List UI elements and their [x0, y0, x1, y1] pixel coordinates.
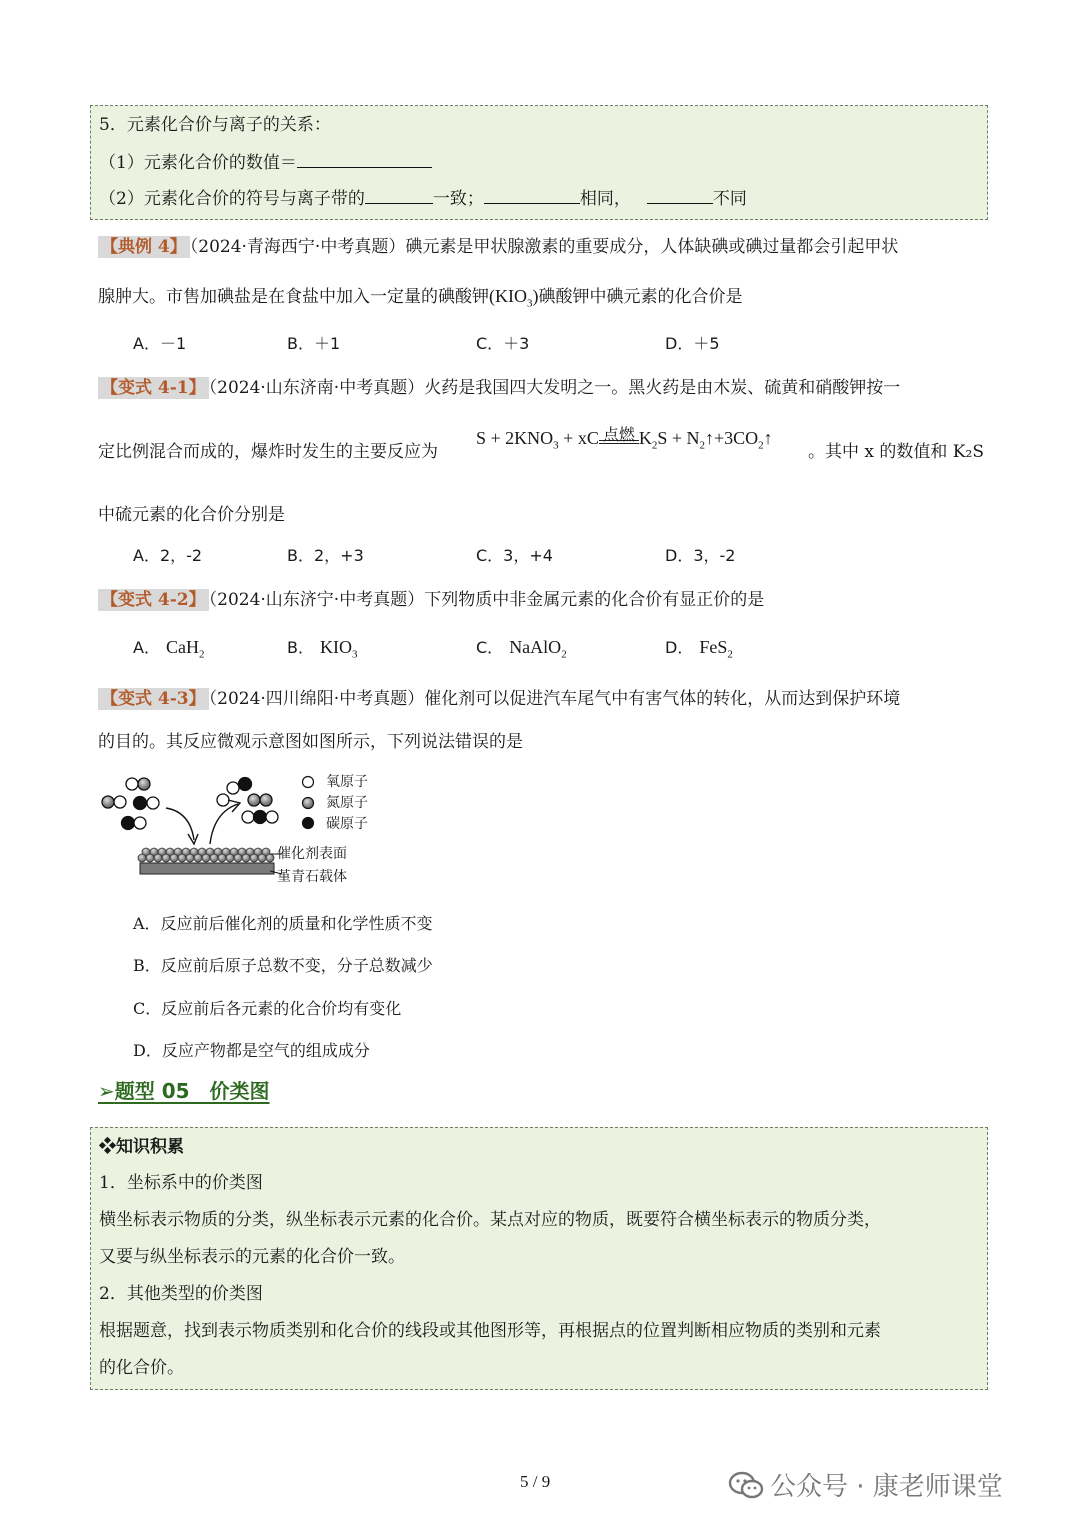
variant41-text2: 定比例混合而成的，爆炸时发生的主要反应为: [98, 442, 438, 462]
nitrogen-atom-icon: [303, 798, 314, 809]
example4-text3: 碘酸钾中碘元素的化合价是: [538, 287, 743, 307]
option-b[interactable]: [287, 635, 357, 661]
variant-tag: 【变式 4-3】: [98, 688, 209, 710]
box1-line2-b: 一致；: [432, 189, 484, 209]
legend-nitrogen: 氮原子: [326, 795, 368, 811]
option-b[interactable]: B．2，+3: [287, 546, 364, 565]
variant41-line2: [98, 437, 438, 462]
answer-blank[interactable]: [297, 153, 432, 168]
box2-header: ❖知识积累: [99, 1137, 184, 1157]
variant41-line1: [98, 373, 900, 398]
variant41-line2-end: 。其中 x 的数值和 K₂S: [808, 442, 984, 462]
variant42-line1: [98, 585, 764, 610]
box1-line1: [99, 148, 432, 173]
variant43-text: （2024·四川绵阳·中考真题）催化剂可以促进汽车尾气中有害气体的转化，从而达到保护环境: [208, 689, 901, 709]
answer-blank[interactable]: [484, 189, 580, 204]
eq-part: ↑+3CO: [705, 428, 759, 448]
watermark: [728, 1466, 1003, 1503]
answer-blank[interactable]: [647, 189, 713, 204]
option-formula-sub: 2: [198, 648, 205, 661]
example4-line2: [98, 282, 743, 310]
option-formula-sub: 2: [561, 648, 567, 661]
variant-tag: 【变式 4-2】: [98, 589, 209, 611]
example4-text: （2024·青海西宁·中考真题）碘元素是甲状腺激素的重要成分，人体缺碘或碘过量都会引起甲状: [189, 237, 899, 257]
option-label: D．: [665, 638, 694, 657]
arrow-icon: ➢: [98, 1079, 115, 1103]
variant43-line2: 的目的。其反应微观示意图如图所示，下列说法错误的是: [98, 732, 523, 752]
formula-sub: 3: [527, 297, 533, 310]
box1-line2-c: 相同，: [579, 189, 631, 209]
eq-sub: 2: [651, 439, 658, 452]
variant42-text: （2024·山东济宁·中考真题）下列物质中非金属元素的化合价有显正价的是: [208, 590, 765, 610]
legend-oxygen: 氧原子: [326, 774, 368, 790]
eq-part: + xC: [558, 428, 599, 448]
catalyst-surface-label: 催化剂表面: [277, 846, 347, 862]
option-a[interactable]: A．2，-2: [133, 546, 203, 565]
option-c[interactable]: C．反应前后各元素的化合价均有变化: [133, 999, 402, 1018]
page-number: 5 / 9: [520, 1472, 551, 1491]
diagram-legend: [326, 772, 368, 835]
formula-text: (KIO: [489, 286, 527, 306]
box2-line1: 1．坐标系中的价类图: [99, 1173, 263, 1193]
box2-line3: 又要与纵坐标表示的元素的化合价一致。: [99, 1247, 405, 1267]
support-label: 堇青石载体: [277, 869, 347, 885]
legend-carbon: 碳原子: [326, 816, 368, 832]
box1-line2-d: 不同: [712, 189, 747, 209]
eq-sub: 2: [699, 439, 706, 452]
knowledge-box-2: [90, 1127, 988, 1390]
option-a[interactable]: [133, 635, 204, 661]
eq-condition: 点燃: [602, 425, 635, 444]
carbon-atom-icon: [303, 818, 314, 829]
eq-sub: 3: [553, 439, 559, 452]
formula-kio3: [489, 286, 539, 310]
variant41-text: （2024·山东济南·中考真题）火药是我国四大发明之一。黑火药是由木炭、硫黄和硝酸钾按一: [208, 378, 901, 398]
box1-line2-a: （2）元素化合价的符号与离子带的: [99, 189, 365, 209]
option-a[interactable]: A．－1: [133, 334, 187, 353]
box1-title: 5．元素化合价与离子的关系：: [99, 115, 331, 135]
example4-text2: 腺肿大。市售加碘盐是在食盐中加入一定量的碘酸钾: [98, 287, 489, 307]
eq-part: S + 2KNO: [476, 428, 554, 448]
wechat-icon: [728, 1470, 764, 1500]
option-formula-sub: 3: [351, 648, 358, 661]
option-c[interactable]: C．3，+4: [476, 546, 553, 565]
example4-line1: [98, 232, 898, 257]
variant-tag: 【变式 4-1】: [98, 377, 209, 399]
box2-line4: 2．其他类型的价类图: [99, 1284, 263, 1304]
option-a[interactable]: A．反应前后催化剂的质量和化学性质不变: [133, 914, 433, 933]
box2-line5: 根据题意，找到表示物质类别和化合价的线段或其他图形等，再根据点的位置判断相应物质的类别和元素: [99, 1321, 881, 1341]
option-label: B．: [287, 638, 314, 657]
option-label: C．: [476, 638, 504, 657]
option-d[interactable]: D．反应产物都是空气的组成成分: [133, 1041, 370, 1060]
eq-part: S + N: [657, 428, 700, 448]
box1-line2: [99, 184, 747, 209]
example-tag: 【典例 4】: [98, 236, 190, 258]
eq-part: K: [638, 428, 652, 448]
option-formula: NaAlO: [509, 637, 562, 657]
option-formula: CaH: [165, 637, 199, 657]
formula-paren: ): [532, 286, 539, 306]
box2-line6: 的化合价。: [99, 1358, 184, 1378]
answer-blank[interactable]: [365, 189, 433, 204]
option-formula: FeS: [699, 637, 728, 657]
section-heading: [98, 1075, 270, 1104]
eq-sub: 2: [758, 439, 764, 452]
variant41-line3: 中硫元素的化合价分别是: [98, 505, 285, 525]
option-label: A．: [133, 638, 160, 657]
knowledge-box-1: [90, 105, 988, 220]
option-formula-sub: 2: [727, 648, 733, 661]
oxygen-atom-icon: [303, 777, 314, 788]
variant43-line1: [98, 684, 900, 709]
option-b[interactable]: B．反应前后原子总数不变，分子总数减少: [133, 956, 433, 975]
reaction-equation: [476, 425, 773, 452]
box2-line2: 横坐标表示物质的分类，纵坐标表示元素的化合价。某点对应的物质，既要符合横坐标表示的物质分类，: [99, 1210, 881, 1230]
option-d[interactable]: D．3，-2: [665, 546, 736, 565]
section-title: 题型 05 价类图: [114, 1079, 270, 1103]
box1-line1-text: （1）元素化合价的数值＝: [99, 153, 297, 173]
option-d[interactable]: [665, 635, 733, 661]
option-b[interactable]: B．＋1: [287, 334, 341, 353]
option-c[interactable]: [476, 635, 567, 661]
option-d[interactable]: D．＋5: [665, 334, 720, 353]
option-formula: KIO: [319, 637, 352, 657]
watermark-text: 公众号 · 康老师课堂: [770, 1472, 1003, 1502]
option-c[interactable]: C．＋3: [476, 334, 530, 353]
eq-part: ↑: [763, 428, 773, 448]
